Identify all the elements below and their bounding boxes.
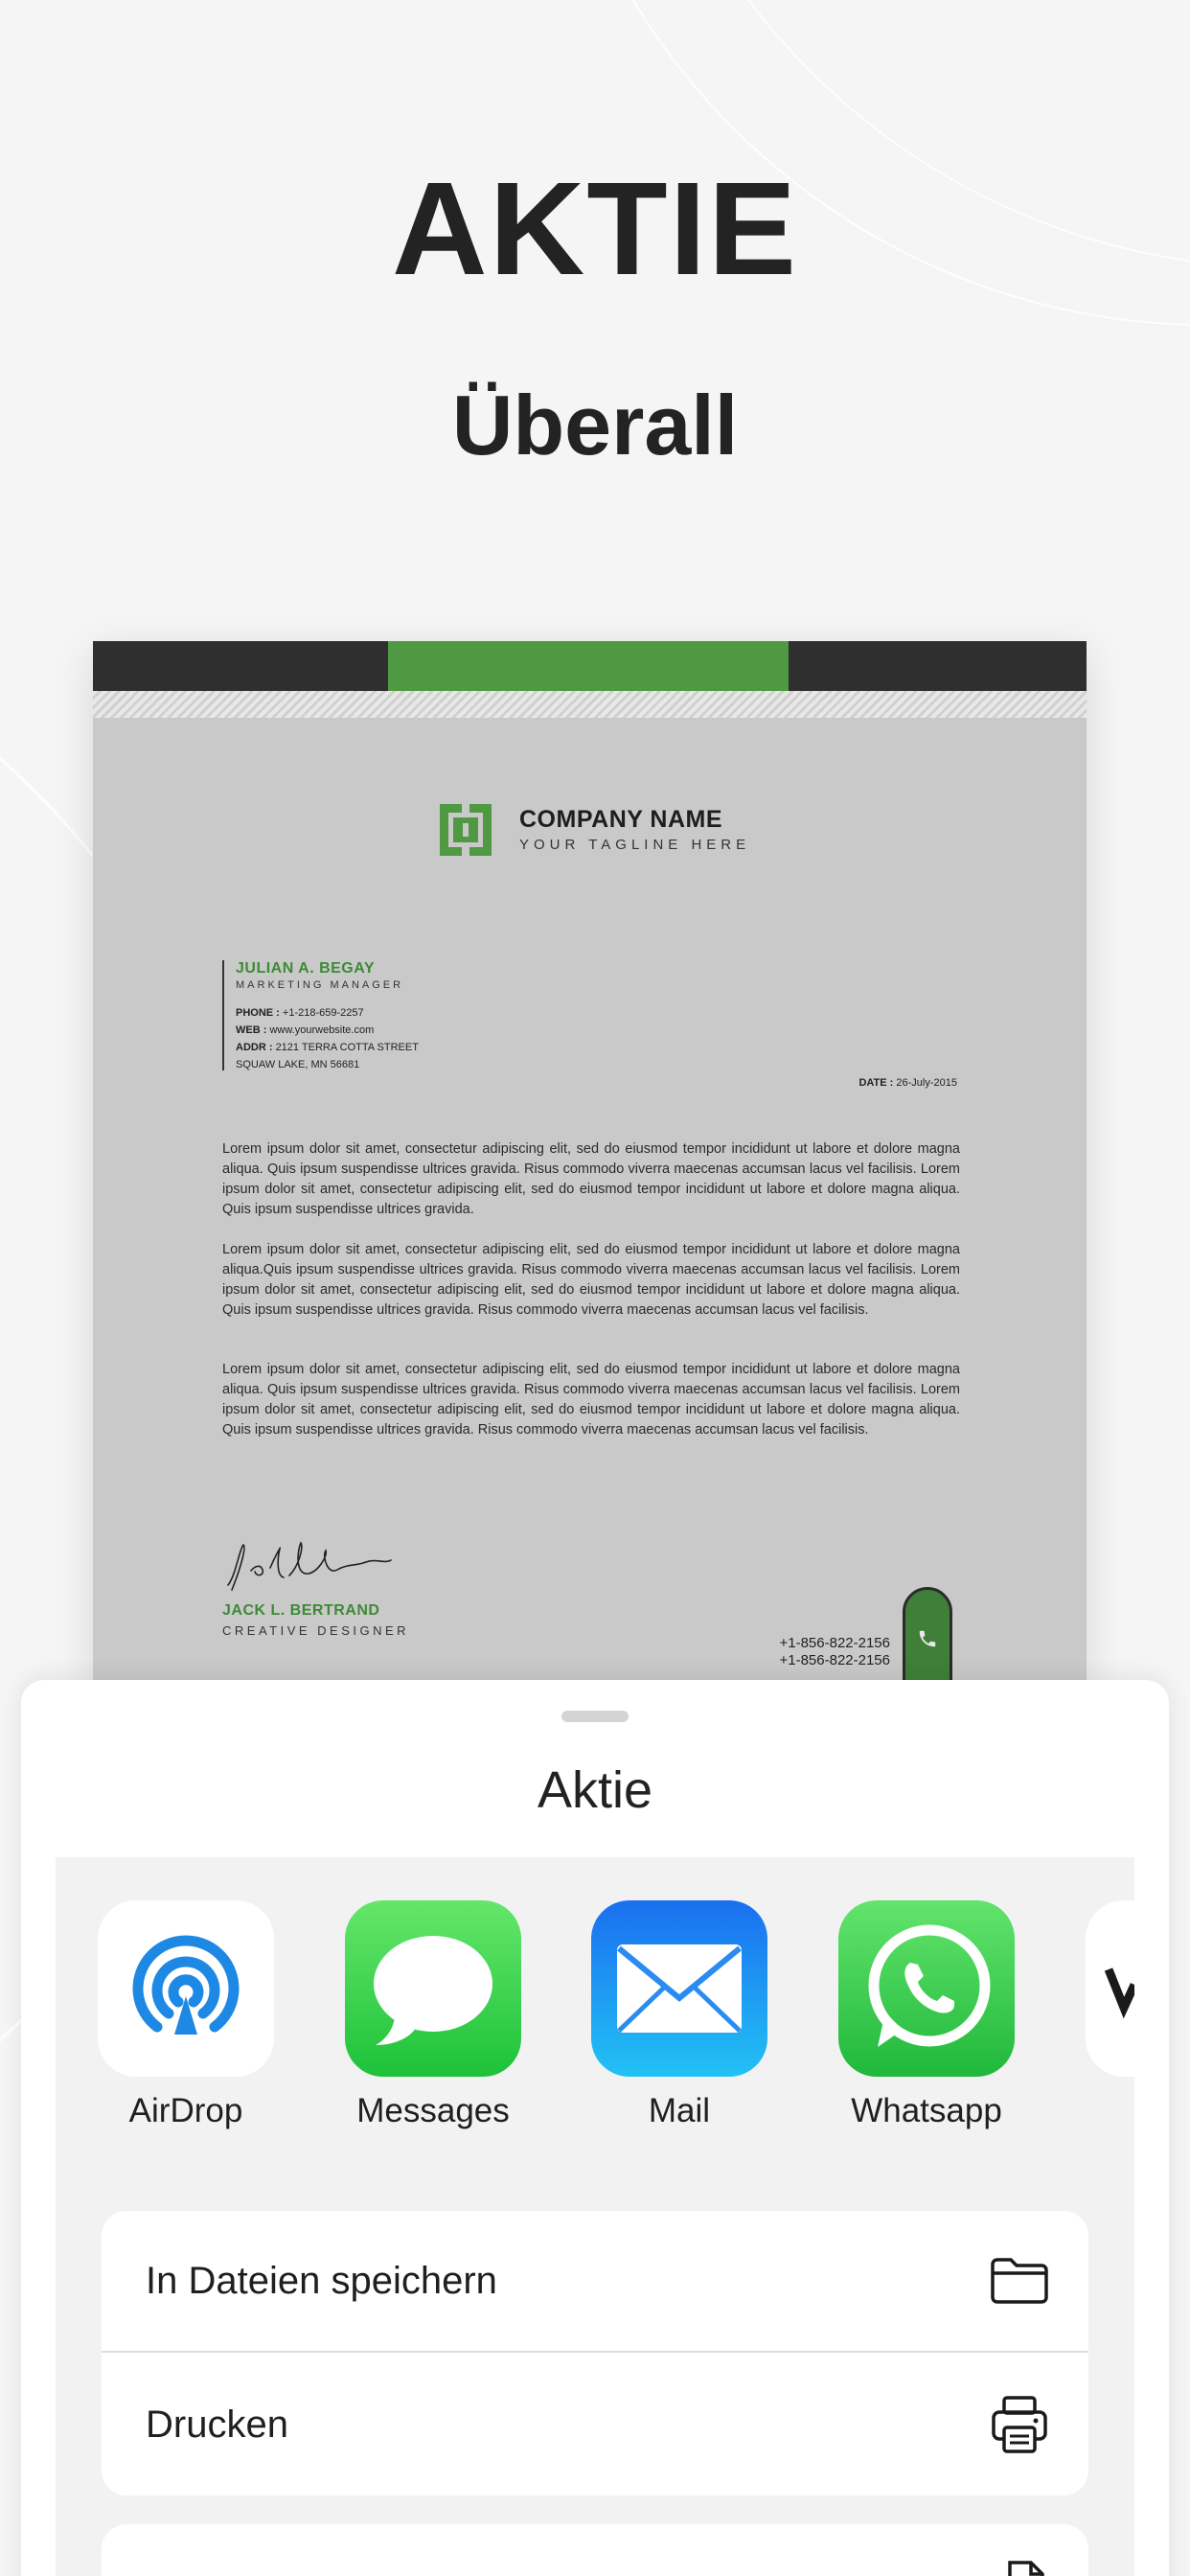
sender-phone: PHONE : +1-218-659-2257 [236,1007,364,1019]
action-save-to-files[interactable] [102,2211,1088,2353]
printer-icon [989,2394,1050,2455]
share-app-more[interactable] [1086,1900,1134,2077]
copy-icon[interactable] [993,2553,1054,2576]
company-tagline: YOUR TAGLINE HERE [519,837,751,853]
action-print[interactable] [102,2354,1088,2496]
more-app-icon[interactable] [1086,1900,1134,2077]
share-sheet-content [56,1857,1134,2576]
doc-header-accent [388,641,789,691]
share-app-whatsapp[interactable] [838,1900,1015,2128]
share-app-label: Messages [356,2092,510,2129]
share-sheet [21,1680,1169,2576]
phone-icon [917,1628,938,1649]
sender-block [222,960,419,1070]
mail-icon[interactable] [591,1900,767,2077]
share-actions-card-secondary [102,2524,1088,2576]
share-actions-card [102,2211,1088,2496]
airdrop-icon[interactable] [98,1900,274,2077]
share-apps-row[interactable] [56,1857,1134,2221]
footer-phone: +1-856-822-2156 +1-856-822-2156 [779,1635,890,1668]
share-app-label: Mail [648,2092,711,2129]
action-label: In Dateien speichern [146,2259,497,2302]
share-app-airdrop[interactable] [98,1900,274,2128]
signature [222,1537,395,1595]
doc-header-stripes [93,691,1087,718]
share-app-mail[interactable] [591,1900,767,2128]
signer-role: CREATIVE DESIGNER [222,1623,410,1638]
sender-address-line2: SQUAW LAKE, MN 56681 [236,1059,360,1070]
sheet-drag-handle[interactable] [561,1711,629,1722]
whatsapp-icon[interactable] [838,1900,1015,2077]
folder-icon [989,2250,1050,2312]
signer-name: JACK L. BERTRAND [222,1602,380,1619]
sender-name: JULIAN A. BEGAY [236,960,376,977]
share-sheet-title: Aktie [537,1761,653,1819]
action-label: Drucken [146,2403,288,2446]
letter-paragraph: Lorem ipsum dolor sit amet, consectetur adipiscing elit, sed do eiusmod tempor incididunt ut labore et dolore magna aliqua. Quis ipsum suspendisse ultrices gravida. Risus commodo viverra maecenas accumsan lacus vel facilisis. Lorem ipsum dolor sit amet, consectetur adipiscing elit, sed do eiusmod tempor incididunt ut labore et dolore magna aliqua. Quis ipsum suspendisse ultrices gravida. Risus commodo viverra maecenas accumsan lacus vel facilisis. [222,1362,960,1438]
messages-icon[interactable] [345,1900,521,2077]
letter-paragraph: Lorem ipsum dolor sit amet, consectetur adipiscing elit, sed do eiusmod tempor incididunt ut labore et dolore magna aliqua.Quis ipsum suspendisse ultrices gravida. Risus commodo viverra maecenas accumsan lacus vel facilisis. Lorem ipsum dolor sit amet, consectetur adipiscing elit, sed do eiusmod tempor incididunt ut labore et dolore magna aliqua. Quis ipsum suspendisse ultrices gravida. Risus commodo viverra maecenas accumsan lacus vel facilisis. [222,1242,960,1318]
share-app-label: Whatsapp [851,2092,1002,2129]
sender-web: WEB : www.yourwebsite.com [236,1024,375,1036]
company-logo-icon [440,804,492,856]
share-app-label: AirDrop [128,2092,243,2129]
letter-paragraph: Lorem ipsum dolor sit amet, consectetur adipiscing elit, sed do eiusmod tempor incididunt ut labore et dolore magna aliqua. Quis ipsum suspendisse ultrices gravida. Risus commodo viverra maecenas accumsan lacus vel facilisis. Lorem ipsum dolor sit amet, consectetur adipiscing elit, sed do eiusmod tempor incididunt ut labore et dolore magna aliqua. Quis ipsum suspendisse ultrices gravida. [222,1141,960,1217]
document-preview [93,641,1087,1695]
letter-date: DATE : 26-July-2015 [858,1077,957,1089]
share-app-messages[interactable] [345,1900,521,2128]
sender-role: MARKETING MANAGER [236,979,404,991]
company-name: COMPANY NAME [519,806,723,833]
sender-address: ADDR : 2121 TERRA COTTA STREET [236,1042,419,1053]
hero-title: AKTIE [392,155,798,303]
hero-subtitle: Überall [451,378,739,472]
